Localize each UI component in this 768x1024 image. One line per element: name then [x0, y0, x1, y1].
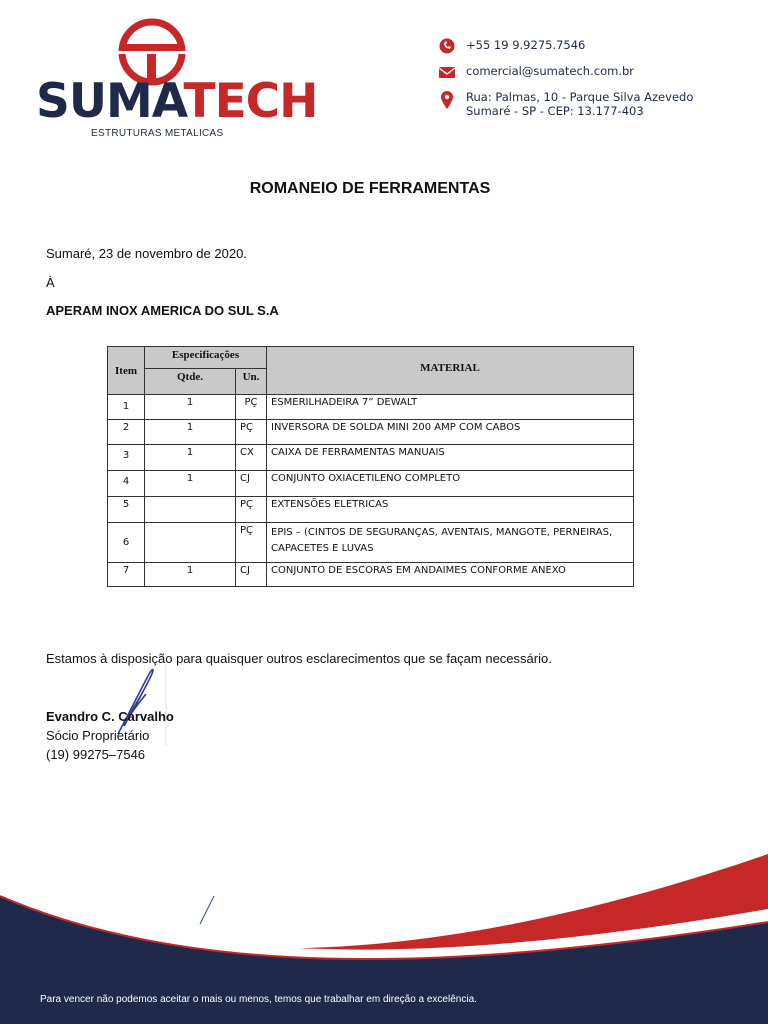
cell-item: 7 [108, 563, 145, 587]
cell-qty: 1 [145, 420, 236, 445]
cell-qty [145, 523, 236, 563]
cell-item: 1 [108, 395, 145, 420]
contact-phone: +55 19 9.9275.7546 [466, 38, 586, 52]
table-row [108, 395, 634, 420]
table-body [108, 395, 634, 587]
cell-material: CONJUNTO OXIACETILENO COMPLETO [267, 471, 634, 497]
signer-name: Evandro C. Carvalho [46, 709, 174, 724]
col-material-header: MATERIAL [267, 347, 634, 395]
cell-material: CAIXA DE FERRAMENTAS MANUAIS [267, 445, 634, 471]
cell-qty: 1 [145, 563, 236, 587]
table-row [108, 471, 634, 497]
table-row [108, 420, 634, 445]
cell-unit: PÇ [236, 497, 267, 523]
cell-item: 5 [108, 497, 145, 523]
cell-unit: PÇ [236, 395, 267, 420]
cell-material: EXTENSÕES ELETRICAS [267, 497, 634, 523]
location-pin-icon [438, 90, 458, 110]
table-row [108, 563, 634, 587]
cell-material: EPIS – (CINTOS DE SEGURANÇAS, AVENTAIS, MANGOTE, PERNEIRAS, CAPACETES E LUVAS [267, 523, 634, 563]
table-row [108, 445, 634, 471]
contact-block [438, 38, 693, 128]
recipient: APERAM INOX AMERICA DO SUL S.A [46, 303, 279, 318]
col-unit-header: Un. [236, 369, 267, 395]
cell-qty: 1 [145, 445, 236, 471]
cell-qty: 1 [145, 395, 236, 420]
company-logo [36, 18, 318, 143]
closing-text: Estamos à disposição para quaisquer outros esclarecimentos que se façam necessário. [46, 651, 552, 666]
cell-item: 3 [108, 445, 145, 471]
contact-email: comercial@sumatech.com.br [466, 64, 634, 78]
cell-material: CONJUNTO DE ESCORAS EM ANDAIMES CONFORME ANEXO [267, 563, 634, 587]
col-qty-header: Qtde. [145, 369, 236, 395]
col-item-header: Item [108, 347, 145, 395]
brand-part2: TECH [183, 74, 318, 129]
document-title: ROMANEIO DE FERRAMENTAS [249, 180, 491, 197]
cell-unit: CJ [236, 471, 267, 497]
contact-email-row [438, 64, 693, 80]
col-spec-header: Especificações [145, 347, 267, 369]
signer-phone: (19) 99275–7546 [46, 747, 146, 762]
brand-name [36, 74, 318, 129]
date-line: Sumaré, 23 de novembro de 2020. [46, 246, 247, 261]
signer-role: Sócio Proprietário [46, 728, 150, 743]
cell-item: 6 [108, 523, 145, 563]
cell-qty: 1 [145, 471, 236, 497]
cell-item: 4 [108, 471, 145, 497]
cell-material: ESMERILHADEIRA 7” DEWALT [267, 395, 634, 420]
contact-phone-row [438, 38, 693, 54]
cell-unit: CX [236, 445, 267, 471]
cell-qty [145, 497, 236, 523]
brand-tagline: ESTRUTURAS METALICAS [91, 128, 224, 139]
table-row [108, 497, 634, 523]
cell-unit: CJ [236, 563, 267, 587]
cell-unit: PÇ [236, 420, 267, 445]
to-line: À [46, 275, 55, 290]
cell-item: 2 [108, 420, 145, 445]
brand-part1: SUMA [36, 74, 184, 129]
contact-address-line2: Sumaré - SP - CEP: 13.177-403 [466, 104, 644, 118]
cell-material: INVERSORA DE SOLDA MINI 200 AMP COM CABOS [267, 420, 634, 445]
footer-slogan: Para vencer não podemos aceitar o mais ou menos, temos que trabalhar em direção a excelência. [40, 994, 477, 1005]
cell-unit: PÇ [236, 523, 267, 563]
contact-address-row [438, 90, 693, 118]
email-icon [438, 64, 458, 80]
contact-address-line1: Rua: Palmas, 10 - Parque Silva Azevedo [466, 90, 694, 104]
whatsapp-icon [438, 38, 458, 54]
tools-table [107, 346, 634, 587]
table-row [108, 523, 634, 563]
